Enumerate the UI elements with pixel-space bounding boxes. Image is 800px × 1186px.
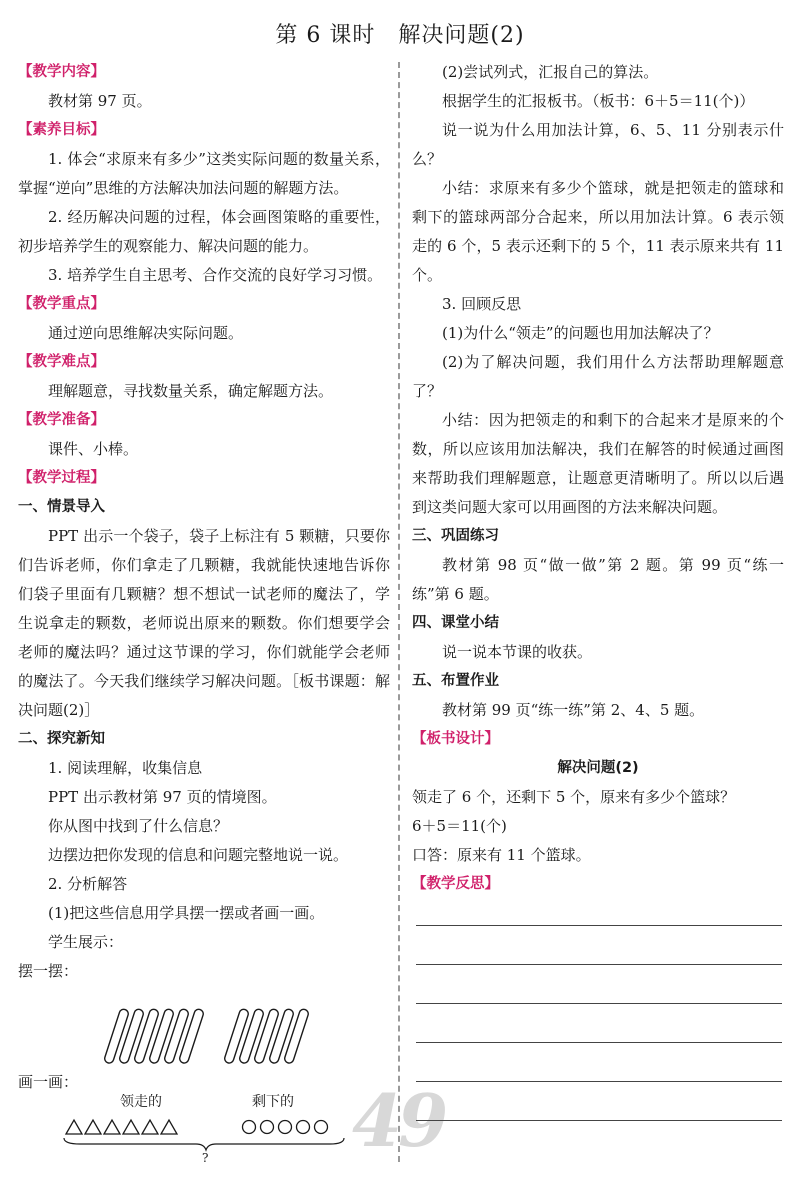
right-r2: 根据学生的汇报板书。（板书：6＋5＝11(个)） [442,92,755,110]
step-2a: (1)把这些信息用学具摆一摆或者画一画。 [48,904,325,922]
section-tag-difficult: 【教学难点】 [18,354,105,370]
goal-2: 2. 经历解决问题的过程，体会画图策略的重要性，初步培养学生的观察能力、解决问题的能力。 [18,208,390,255]
stick-group-six [104,1008,205,1064]
label-hua: 画一画： [18,1073,79,1091]
sticks-illustration [100,1006,320,1066]
right-r3: 说一说为什么用加法计算，6、5、11 分别表示什么？ [412,121,784,168]
circles [243,1121,328,1134]
section-tag-process: 【教学过程】 [18,470,105,486]
total-brace [64,1138,344,1150]
stick-group-five [224,1008,310,1064]
board-line-1: 领走了 6 个，还剩下 5 个，原来有多少个篮球？ [412,788,736,806]
step-1a: PPT 出示教材第 97 页的情境图。 [48,788,277,806]
goal-1: 1. 体会“求原来有多少”这类实际问题的数量关系，掌握“逆向”思维的方法解决加法问题的解题方法。 [18,150,390,197]
section-heading-3: 三、巩固练习 [412,528,499,544]
right-r11: 教材第 99 页“练一练”第 2、4、5 题。 [442,701,705,719]
section-tag-reflect: 【教学反思】 [412,876,499,892]
board-title: 解决问题(2) [557,760,639,776]
prep-text: 课件、小棒。 [48,440,139,458]
right-r5: 3. 回顾反思 [442,295,522,313]
label-bai: 摆一摆： [18,962,79,980]
content-text: 教材第 97 页。 [48,92,152,110]
section-tag-key: 【教学重点】 [18,296,105,312]
section-heading-1: 一、情景导入 [18,499,105,515]
goal-3: 3. 培养学生自主思考、合作交流的良好学习习惯。 [48,266,383,284]
right-r8: 小结：因为把领走的和剩下的合起来才是原来的个数，所以应该用加法解决，我们在解答的时候通过画图来帮助我们理解题意，让题意更清晰明了。所以以后遇到这类问题大家可以用画图的方法来解决问题。 [412,411,784,516]
right-column [412,58,784,1121]
section-tag-board: 【板书设计】 [412,731,499,747]
right-r9: 教材第 98 页“做一做”第 2 题。第 99 页“练一练”第 6 题。 [412,556,784,603]
step-2b: 学生展示： [48,933,124,951]
step-1: 1. 阅读理解，收集信息 [48,759,203,777]
right-r7: (2)为了解决问题，我们用什么方法帮助理解题意了？ [412,353,784,400]
label-left: 剩下的 [252,1094,294,1110]
drawing-diagram [60,1094,360,1164]
step-1c: 边摆边把你发现的信息和问题完整地说一说。 [48,846,349,864]
triangles [66,1120,177,1134]
left-column [18,58,390,986]
right-r10: 说一说本节课的收获。 [442,643,593,661]
label-taken: 领走的 [120,1094,162,1110]
section-heading-5: 五、布置作业 [412,673,499,689]
section-tag-goals: 【素养目标】 [18,122,105,138]
step-1b: 你从图中找到了什么信息？ [48,817,229,835]
board-line-3: 口答：原来有 11 个篮球。 [412,846,591,864]
section-tag-prep: 【教学准备】 [18,412,105,428]
right-r1: (2)尝试列式，汇报自己的算法。 [442,63,659,81]
right-r4: 小结：求原来有多少个篮球，就是把领走的篮球和剩下的篮球两部分合起来，所以用加法计算。6 表示领走的 6 个，5 表示还剩下的 5 个，11 表示原来共有 11 个。 [412,179,784,284]
section-heading-4: 四、课堂小结 [412,615,499,631]
intro-text: PPT 出示一个袋子，袋子上标注有 5 颗糖，只要你们告诉老师，你们拿走了几颗糖，我就能快速地告诉你们袋子里面有几颗糖？想不想试一试老师的魔法了，学生说拿走的颗数，老师说出原来的颗数。你们想要学会老师的魔法吗？通过这节课的学习，你们就能学会老师的魔法了。今天我们继续学习解决问题。［板书课题：解决问题(2)］ [18,527,390,719]
reflection-line [416,1120,782,1121]
section-heading-2: 二、探究新知 [18,731,105,747]
question-mark: ? [202,1151,209,1164]
column-divider [398,62,400,1162]
page-number: 49 [352,1078,445,1163]
difficult-text: 理解题意，寻找数量关系，确定解题方法。 [48,382,334,400]
board-line-2: 6＋5＝11(个) [412,817,507,835]
right-r6: (1)为什么“领走”的问题也用加法解决了？ [442,324,719,342]
section-tag-content: 【教学内容】 [18,64,105,80]
step-2: 2. 分析解答 [48,875,128,893]
key-text: 通过逆向思维解决实际问题。 [48,324,244,342]
page-title: 第 6 课时 解决问题(2) [275,23,525,48]
